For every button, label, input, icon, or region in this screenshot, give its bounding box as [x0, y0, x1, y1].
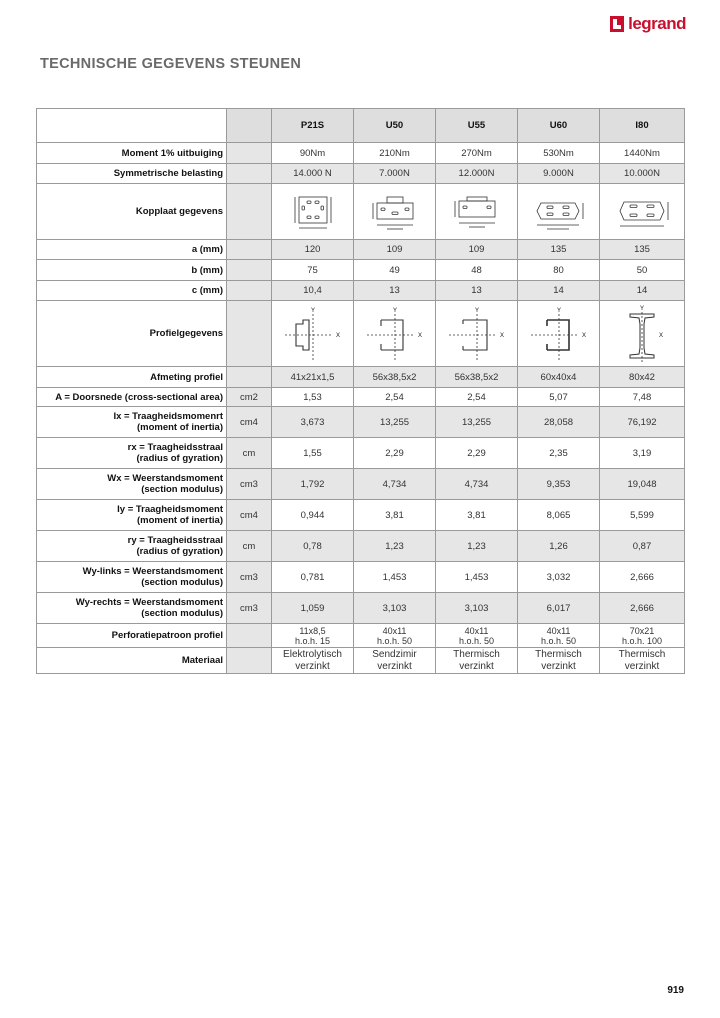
row-label-sub: (moment of inertia) — [136, 515, 223, 526]
coupling-plate-u50-icon — [354, 184, 436, 240]
value-cell: 1440Nm — [600, 143, 685, 164]
value-cell — [272, 624, 354, 648]
unit-cell: cm4 — [227, 407, 272, 438]
value-line: 40x11 — [464, 625, 489, 636]
value-line: Thermisch — [535, 648, 582, 660]
value-cell: 7,48 — [600, 388, 685, 407]
product-header: U60 — [518, 109, 600, 143]
value-line: h.o.h. 50 — [458, 635, 495, 646]
value-cell: 1,23 — [354, 531, 436, 562]
legrand-logo-icon — [610, 16, 624, 32]
unit-cell: cm4 — [227, 500, 272, 531]
value-cell: 2,54 — [354, 388, 436, 407]
value-cell: 2,35 — [518, 438, 600, 469]
row-label-sub: (radius of gyration) — [136, 453, 223, 464]
axis-x-label: X — [335, 332, 340, 339]
row-label — [37, 469, 227, 500]
value-cell: 3,103 — [354, 593, 436, 624]
unit-cell — [227, 240, 272, 260]
value-cell: 1,453 — [354, 562, 436, 593]
value-cell — [518, 624, 600, 648]
value-cell: 2,29 — [354, 438, 436, 469]
unit-cell — [227, 184, 272, 240]
row-label: Materiaal — [37, 648, 227, 674]
row-label-sub: (section modulus) — [141, 484, 223, 495]
value-line: h.o.h. 15 — [294, 635, 331, 646]
page-number: 919 — [667, 985, 684, 996]
row-label-main: Wy-rechts = Weerstandsmoment — [75, 597, 223, 608]
row-label: A = Doorsnede (cross-sectional area) — [37, 388, 227, 407]
row-label — [37, 562, 227, 593]
value-cell: 1,23 — [436, 531, 518, 562]
value-cell: 9,353 — [518, 469, 600, 500]
axis-x-label: X — [581, 332, 586, 339]
value-cell — [518, 648, 600, 674]
table-row — [37, 624, 685, 648]
value-cell: 14.000 N — [272, 164, 354, 184]
value-cell: 135 — [518, 240, 600, 260]
row-label-sub: (moment of inertia) — [136, 422, 223, 433]
profile-u-icon — [354, 301, 436, 367]
table-row — [37, 593, 685, 624]
unit-cell — [227, 281, 272, 301]
row-label — [37, 407, 227, 438]
value-cell: 5,07 — [518, 388, 600, 407]
value-cell: 3,673 — [272, 407, 354, 438]
coupling-plate-i80-icon — [600, 184, 685, 240]
value-cell: 28,058 — [518, 407, 600, 438]
value-cell: 210Nm — [354, 143, 436, 164]
row-label — [37, 593, 227, 624]
row-label: a (mm) — [37, 240, 227, 260]
value-cell: 2,29 — [436, 438, 518, 469]
unit-cell: cm3 — [227, 593, 272, 624]
table-row — [37, 388, 685, 407]
value-cell: 530Nm — [518, 143, 600, 164]
unit-cell — [227, 260, 272, 281]
value-cell: 3,103 — [436, 593, 518, 624]
value-line: h.o.h. 100 — [621, 635, 663, 646]
table-row — [37, 500, 685, 531]
value-cell: 2,54 — [436, 388, 518, 407]
value-cell — [272, 648, 354, 674]
value-cell: 0,781 — [272, 562, 354, 593]
row-label-main: Wx = Weerstandsmoment — [107, 473, 223, 484]
value-cell: 75 — [272, 260, 354, 281]
unit-cell: cm2 — [227, 388, 272, 407]
value-cell: 3,19 — [600, 438, 685, 469]
value-line: h.o.h. 50 — [540, 635, 577, 646]
value-cell — [436, 648, 518, 674]
brand-name: legrand — [628, 14, 686, 33]
spec-table — [36, 108, 685, 674]
row-label-main: ry = Traagheidsstraal — [127, 535, 223, 546]
value-line: Elektrolytisch — [283, 648, 342, 660]
row-label — [37, 531, 227, 562]
value-line: h.o.h. 50 — [376, 635, 413, 646]
value-cell: 14 — [518, 281, 600, 301]
axis-y-label: Y — [556, 307, 561, 314]
unit-cell: cm — [227, 438, 272, 469]
value-cell: 56x38,5x2 — [354, 367, 436, 388]
product-header: I80 — [600, 109, 685, 143]
row-label-main: Wy-links = Weerstandsmoment — [82, 566, 223, 577]
value-line: verzinkt — [541, 660, 576, 672]
value-cell: 9.000N — [518, 164, 600, 184]
unit-cell — [227, 648, 272, 674]
value-cell: 13 — [354, 281, 436, 301]
row-label: Moment 1% uitbuiging — [37, 143, 227, 164]
value-cell: 13,255 — [354, 407, 436, 438]
value-cell: 3,81 — [436, 500, 518, 531]
header-blank — [37, 109, 227, 143]
axis-x-label: X — [499, 332, 504, 339]
product-header: U55 — [436, 109, 518, 143]
table-row — [37, 531, 685, 562]
value-cell: 4,734 — [436, 469, 518, 500]
value-cell: 10,4 — [272, 281, 354, 301]
row-label-sub: (section modulus) — [141, 577, 223, 588]
unit-cell — [227, 367, 272, 388]
value-cell: 60x40x4 — [518, 367, 600, 388]
value-cell: 1,53 — [272, 388, 354, 407]
row-label-sub: (radius of gyration) — [136, 546, 223, 557]
value-line: verzinkt — [377, 660, 412, 672]
header-unit — [227, 109, 272, 143]
value-line: Thermisch — [618, 648, 666, 660]
unit-cell: cm3 — [227, 562, 272, 593]
row-label: Kopplaat gegevens — [37, 184, 227, 240]
value-line: verzinkt — [624, 660, 660, 672]
value-cell: 19,048 — [600, 469, 685, 500]
value-cell: 109 — [354, 240, 436, 260]
unit-cell: cm3 — [227, 469, 272, 500]
axis-y-label: Y — [474, 307, 479, 314]
row-label: Symmetrische belasting — [37, 164, 227, 184]
value-line: 11x8,5 — [299, 625, 326, 636]
value-cell: 1,26 — [518, 531, 600, 562]
table-row — [37, 438, 685, 469]
value-cell: 1,059 — [272, 593, 354, 624]
value-cell: 2,666 — [600, 562, 685, 593]
value-line: 40x11 — [546, 625, 571, 636]
value-cell: 2,666 — [600, 593, 685, 624]
unit-cell — [227, 143, 272, 164]
row-label-sub: (section modulus) — [141, 608, 223, 619]
value-cell: 0,78 — [272, 531, 354, 562]
value-cell — [354, 624, 436, 648]
table-row — [37, 301, 685, 367]
value-cell: 41x21x1,5 — [272, 367, 354, 388]
value-cell: 0,87 — [600, 531, 685, 562]
value-cell: 6,017 — [518, 593, 600, 624]
row-label: Profielgegevens — [37, 301, 227, 367]
unit-cell — [227, 301, 272, 367]
product-header: P21S — [272, 109, 354, 143]
value-cell: 270Nm — [436, 143, 518, 164]
value-cell: 10.000N — [600, 164, 685, 184]
coupling-plate-u60-icon — [518, 184, 600, 240]
value-cell: 0,944 — [272, 500, 354, 531]
value-cell: 48 — [436, 260, 518, 281]
value-cell: 3,81 — [354, 500, 436, 531]
value-cell: 12.000N — [436, 164, 518, 184]
unit-cell — [227, 164, 272, 184]
table-row — [37, 562, 685, 593]
row-label: Perforatiepatroon profiel — [37, 624, 227, 648]
value-cell: 4,734 — [354, 469, 436, 500]
value-cell: 80x42 — [600, 367, 685, 388]
coupling-plate-u55-icon — [436, 184, 518, 240]
value-cell: 5,599 — [600, 500, 685, 531]
row-label: Afmeting profiel — [37, 367, 227, 388]
value-cell: 13 — [436, 281, 518, 301]
value-cell: 49 — [354, 260, 436, 281]
table-row — [37, 407, 685, 438]
value-cell: 135 — [600, 240, 685, 260]
value-cell: 109 — [436, 240, 518, 260]
profile-c-icon — [272, 301, 354, 367]
axis-x-label: X — [659, 332, 664, 339]
axis-y-label: Y — [640, 305, 645, 312]
table-row — [37, 648, 685, 674]
value-cell: 56x38,5x2 — [436, 367, 518, 388]
row-label — [37, 438, 227, 469]
value-line: verzinkt — [459, 660, 494, 672]
table-row — [37, 281, 685, 301]
table-row — [37, 367, 685, 388]
row-label-main: rx = Traagheidsstraal — [127, 442, 223, 453]
value-line: Sendzimir — [372, 648, 417, 660]
value-cell: 1,55 — [272, 438, 354, 469]
value-cell: 3,032 — [518, 562, 600, 593]
profile-u-icon — [518, 301, 600, 367]
value-cell: 8,065 — [518, 500, 600, 531]
value-cell: 120 — [272, 240, 354, 260]
table-row — [37, 164, 685, 184]
value-line: verzinkt — [295, 660, 330, 672]
value-cell: 1,453 — [436, 562, 518, 593]
row-label-main: Ix = Traagheidsmomenrt — [113, 411, 223, 422]
unit-cell: cm — [227, 531, 272, 562]
row-label-main: Iy = Traagheidsmoment — [117, 504, 223, 515]
product-header: U50 — [354, 109, 436, 143]
value-cell: 13,255 — [436, 407, 518, 438]
coupling-plate-p21s-icon — [272, 184, 354, 240]
value-line: Thermisch — [453, 648, 500, 660]
row-label — [37, 500, 227, 531]
value-line: 70x21 — [629, 625, 655, 636]
value-cell — [600, 624, 685, 648]
row-label: b (mm) — [37, 260, 227, 281]
axis-y-label: Y — [310, 307, 315, 314]
value-cell — [436, 624, 518, 648]
table-row — [37, 469, 685, 500]
value-cell: 14 — [600, 281, 685, 301]
value-cell: 1,792 — [272, 469, 354, 500]
row-label: c (mm) — [37, 281, 227, 301]
profile-u-icon — [436, 301, 518, 367]
value-cell: 76,192 — [600, 407, 685, 438]
value-cell — [600, 648, 685, 674]
value-cell: 90Nm — [272, 143, 354, 164]
axis-x-label: X — [417, 332, 422, 339]
value-cell: 80 — [518, 260, 600, 281]
value-cell: 50 — [600, 260, 685, 281]
brand-logo — [610, 14, 686, 34]
value-line: 40x11 — [382, 625, 407, 636]
profile-i-icon — [600, 301, 685, 367]
table-row — [37, 240, 685, 260]
table-row — [37, 143, 685, 164]
value-cell — [354, 648, 436, 674]
value-cell: 7.000N — [354, 164, 436, 184]
table-row — [37, 260, 685, 281]
header-row — [37, 109, 685, 143]
table-row — [37, 184, 685, 240]
page-title: TECHNISCHE GEGEVENS STEUNEN — [40, 56, 302, 72]
unit-cell — [227, 624, 272, 648]
axis-y-label: Y — [392, 307, 397, 314]
